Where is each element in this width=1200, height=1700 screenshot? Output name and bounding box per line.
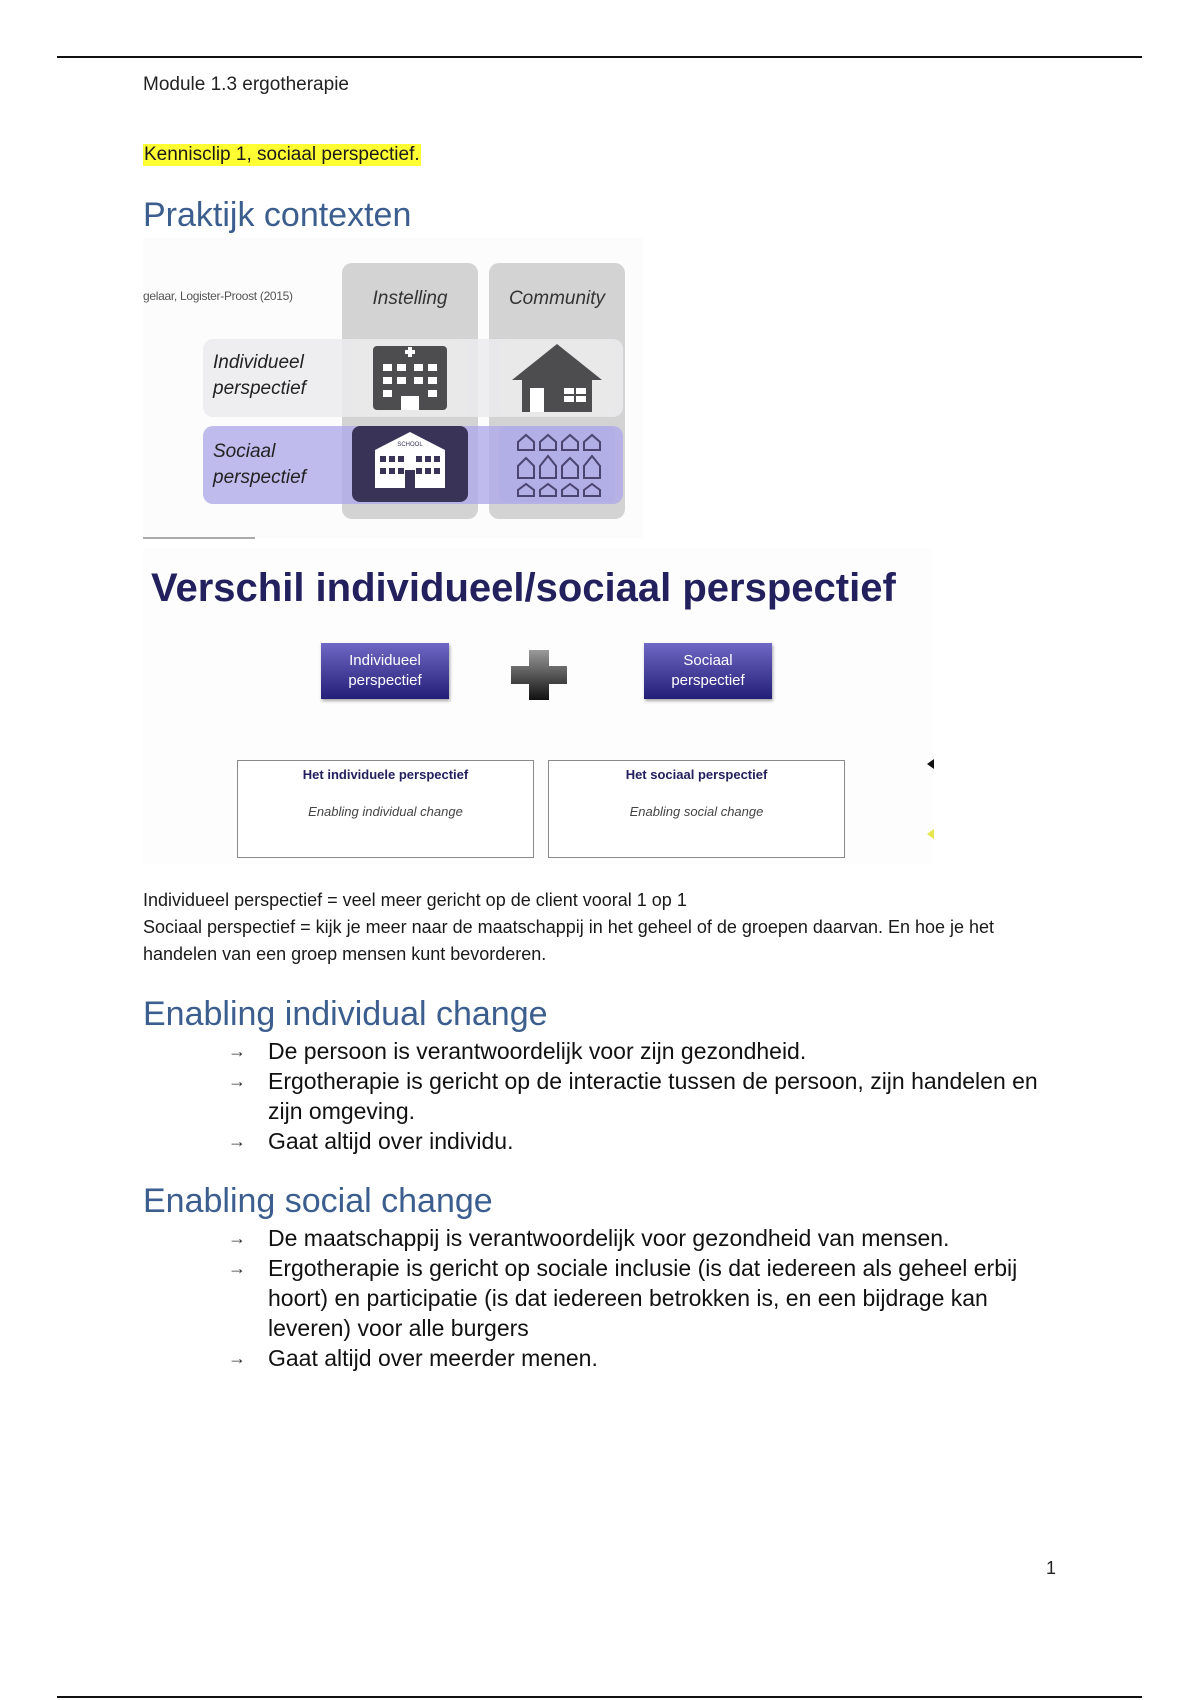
- page-bottom-rule: [57, 1696, 1142, 1698]
- enabling-social-change-heading: Enabling social change: [143, 1182, 493, 1220]
- school-tile: [352, 426, 468, 502]
- arrow-right-icon: →: [228, 1041, 246, 1061]
- social-perspective-title: Het sociaal perspectief: [625, 767, 768, 782]
- arrow-right-icon: →: [228, 1258, 246, 1278]
- page-top-rule: [57, 56, 1142, 58]
- arrow-right-icon: →: [228, 1071, 246, 1091]
- house-tile: [499, 340, 615, 416]
- school-sign-text: SCHOOL: [397, 442, 423, 448]
- social-change-list: [228, 1223, 1058, 1373]
- individueel-perspectief-box: Individueel perspectief: [321, 643, 449, 699]
- list-item: → Ergotherapie is gericht op sociale inclusie (is dat iedereen als geheel erbij hoort) en participatie (is dat iedereen betrokken is, en een bijdrage kan leveren) voor alle burgers: [228, 1255, 1018, 1341]
- definition-sociaal: Sociaal perspectief = kijk je meer naar de maatschappij in het geheel of de groepen daarvan. En hoe je het handelen van een groep mensen kunt bevorderen.: [143, 917, 995, 964]
- definition-individueel: Individueel perspectief = veel meer gericht op de client vooral 1 op 1: [143, 890, 687, 910]
- slide-footer-line: [143, 537, 255, 539]
- verschil-slide-title: Verschil individueel/sociaal perspectief: [151, 566, 896, 610]
- neighborhood-tile: [499, 426, 615, 502]
- module-title: Module 1.3 ergotherapie: [143, 74, 349, 95]
- plus-icon: [509, 648, 569, 702]
- arrow-right-icon: →: [228, 1348, 246, 1368]
- list-item: → Ergotherapie is gericht op de interactie tussen de persoon, zijn handelen en zijn omgeving.: [228, 1068, 1038, 1124]
- enabling-individual-change-heading: Enabling individual change: [143, 995, 548, 1033]
- pointer-marker-dark: [927, 759, 934, 769]
- sociaal-perspectief-box: Sociaal perspectief: [644, 643, 772, 699]
- house-icon: [508, 342, 606, 414]
- slide-citation: gelaar, Logister-Proost (2015): [143, 289, 293, 303]
- social-perspective-subtitle: Enabling social change: [629, 804, 764, 819]
- pointer-marker-yellow: [927, 829, 934, 839]
- arrow-right-icon: →: [228, 1131, 246, 1151]
- individual-perspective-subtitle: Enabling individual change: [308, 804, 463, 819]
- row-label-individueel: Individueel perspectief: [213, 352, 306, 399]
- praktijk-contexten-heading: Praktijk contexten: [143, 196, 412, 234]
- individual-perspective-card: [237, 760, 534, 858]
- page-number: 1: [1046, 1558, 1057, 1578]
- row-label-sociaal: Sociaal perspectief: [213, 441, 306, 488]
- list-item: → De persoon is verantwoordelijk voor zijn gezondheid.: [228, 1038, 807, 1064]
- school-icon: [361, 428, 459, 500]
- definitions-paragraph: [143, 887, 1063, 968]
- neighborhood-icon: [508, 428, 606, 500]
- list-item: → De maatschappij is verantwoordelijk voor gezondheid van mensen.: [228, 1225, 950, 1251]
- arrow-right-icon: →: [228, 1228, 246, 1248]
- highlighted-heading: Kennisclip 1, sociaal perspectief.: [144, 144, 420, 165]
- individual-perspective-title: Het individuele perspectief: [302, 767, 469, 782]
- list-item: → Gaat altijd over individu.: [228, 1128, 514, 1154]
- praktijk-contexten-slide: [143, 238, 643, 538]
- individual-change-list: [228, 1036, 1058, 1156]
- verschil-slide: [143, 548, 933, 864]
- hospital-icon: [361, 342, 459, 414]
- social-perspective-card: [548, 760, 845, 858]
- hospital-tile: [352, 340, 468, 416]
- column-header-community: Community: [508, 288, 606, 309]
- column-header-instelling: Instelling: [372, 288, 448, 309]
- list-item: → Gaat altijd over meerder menen.: [228, 1345, 598, 1371]
